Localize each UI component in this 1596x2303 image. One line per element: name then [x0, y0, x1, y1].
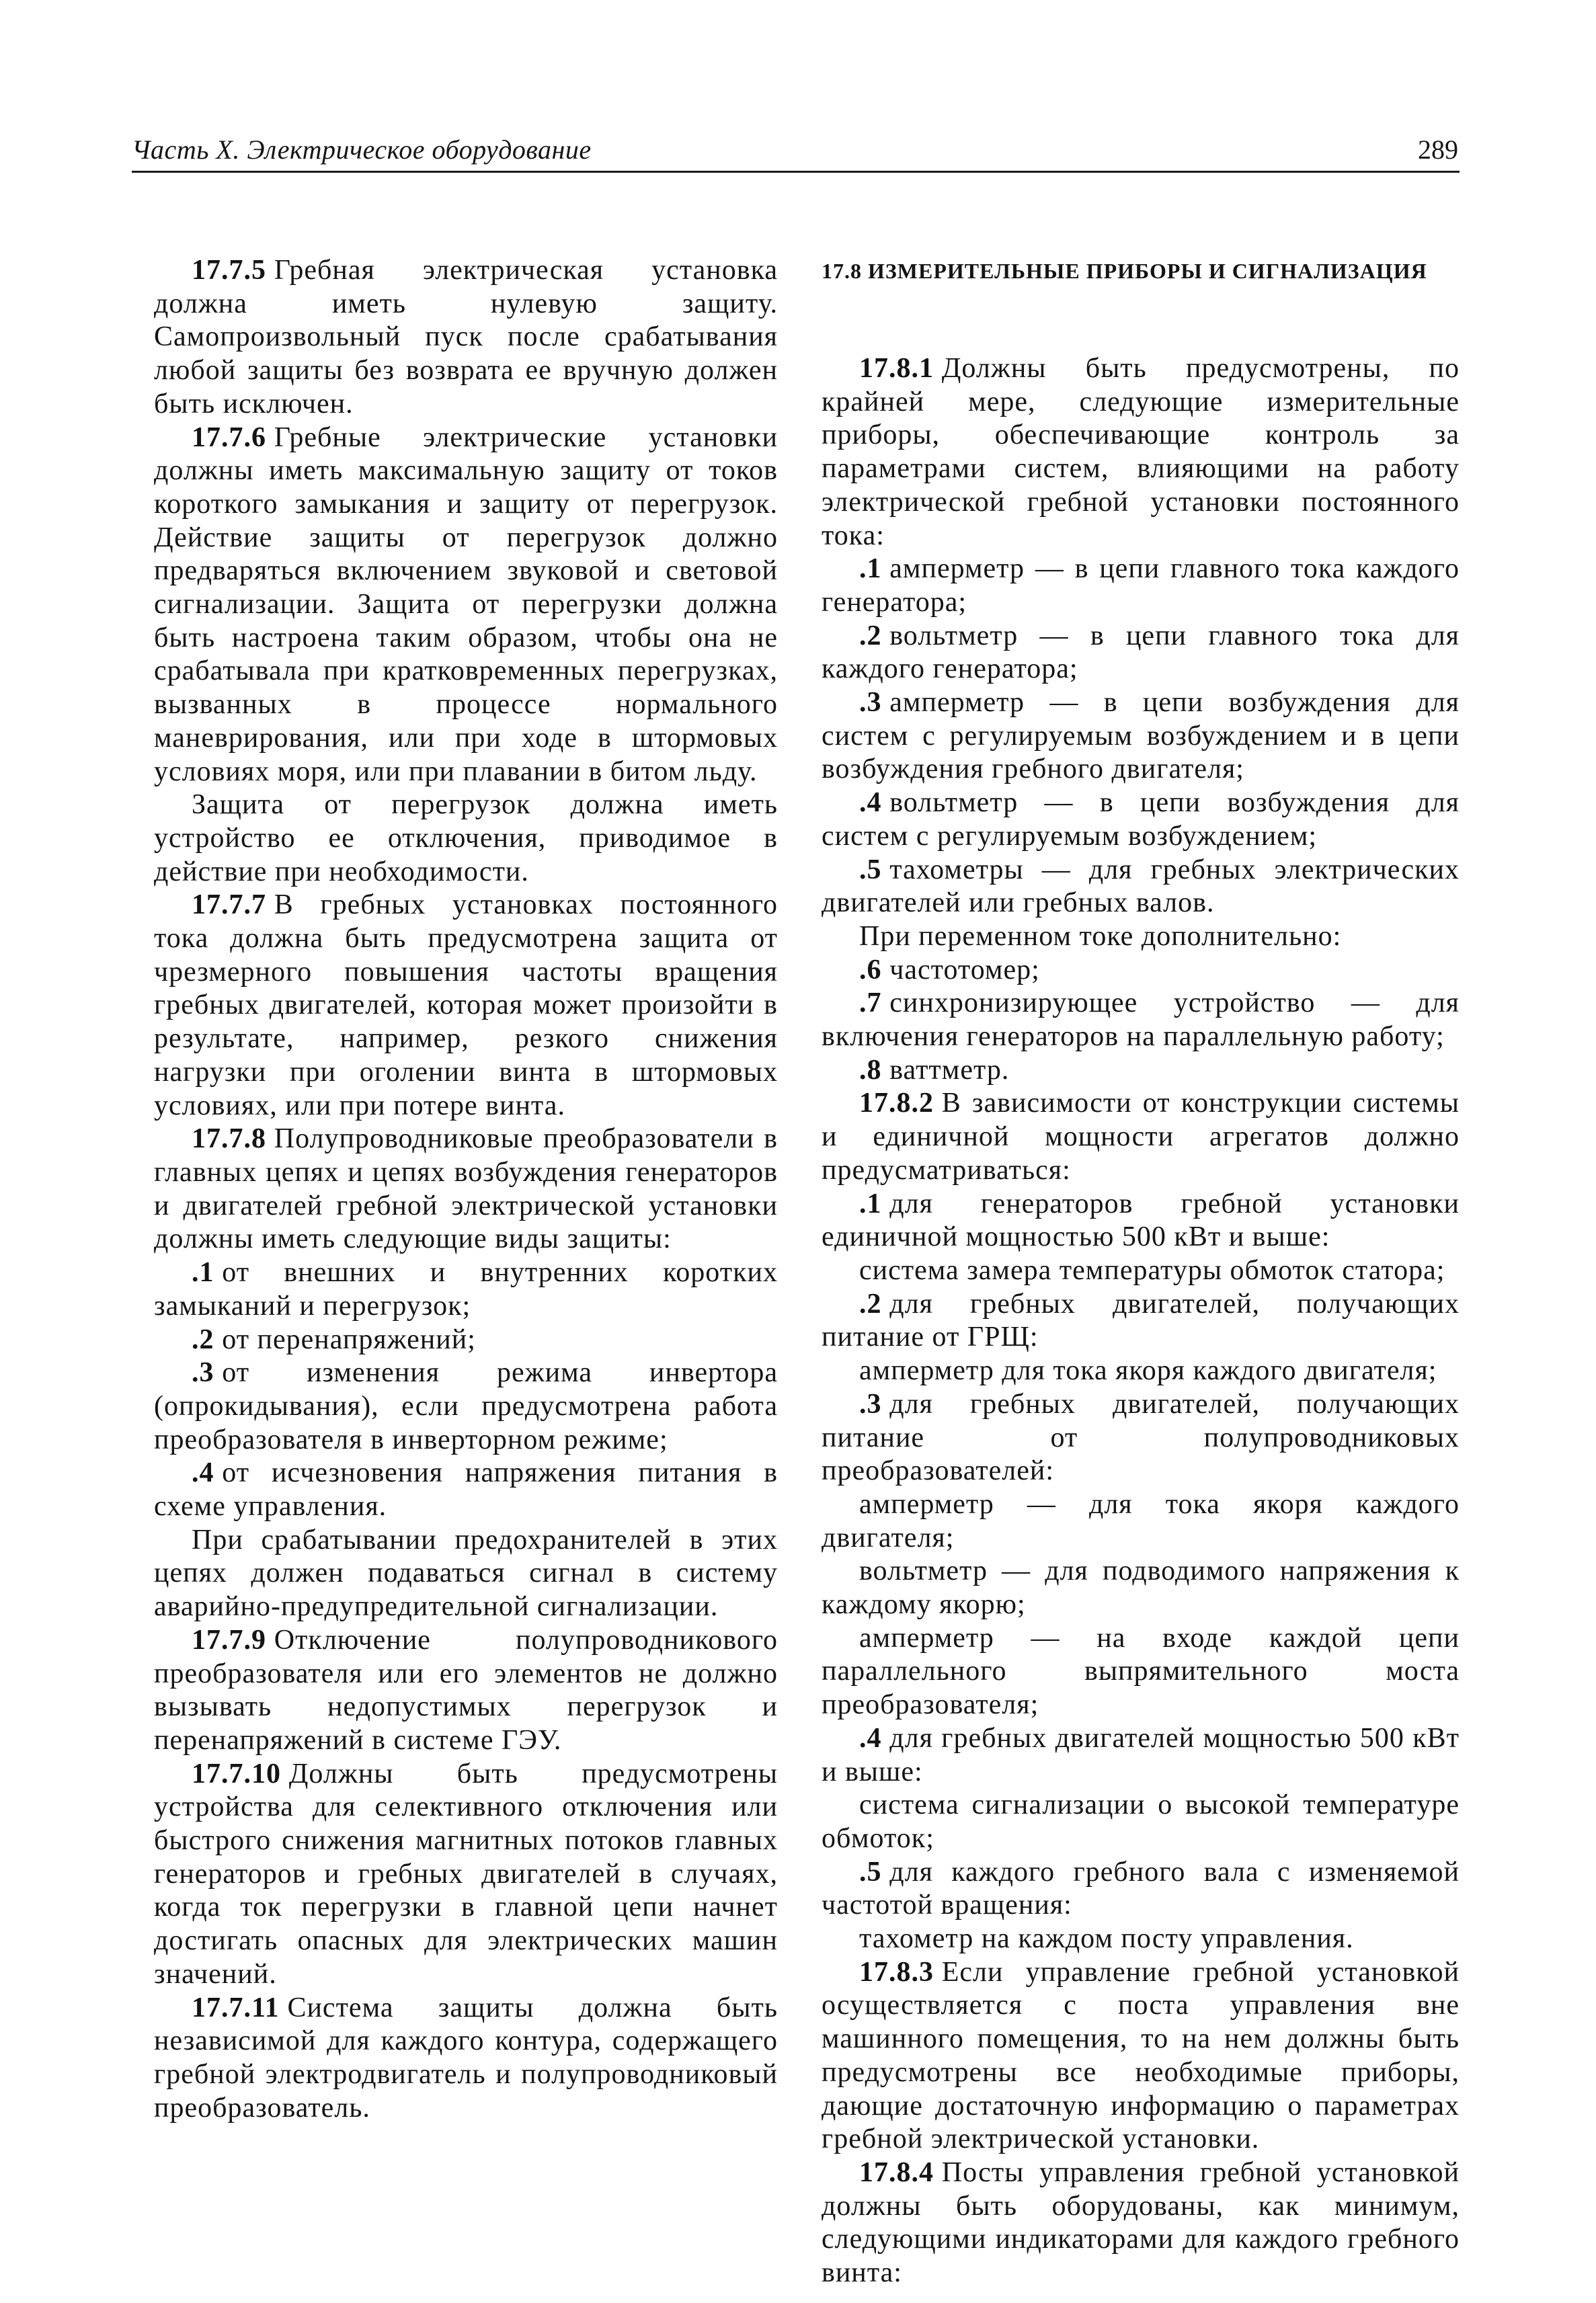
item-number: .5: [859, 1856, 882, 1888]
item-number: .8: [859, 1054, 882, 1086]
section-title: 17.8 ИЗМЕРИТЕЛЬНЫЕ ПРИБОРЫ И СИГНАЛИЗАЦИЯ: [822, 259, 1427, 283]
paragraph-text: амперметр — на входе каждой цепи параллельного выпрямительного моста преобразователя;: [822, 1622, 1460, 1721]
list-item: [822, 553, 1460, 619]
item-number: .3: [859, 1388, 882, 1420]
paragraph: [154, 789, 778, 889]
list-item: [154, 1324, 778, 1357]
list-item: [822, 620, 1460, 686]
list-item: [154, 1357, 778, 1457]
item-text: для генераторов гребной установки единичной мощностью 500 кВт и выше:: [822, 1188, 1460, 1253]
item-text: вольтметр — в цепи возбуждения для систем с регулируемым возбуждением;: [822, 787, 1460, 852]
item-number: .4: [192, 1457, 214, 1489]
clause-text: Гребная электрическая установка должна иметь нулевую защиту. Самопроизвольный пуск после срабатывания любой защиты без возврата ее вручную должен быть исключен.: [154, 255, 778, 419]
clause-17-8-4: [822, 2156, 1460, 2290]
paragraph-text: При переменном токе дополнительно:: [859, 920, 1342, 952]
item-text: от перенапряжений;: [222, 1324, 476, 1355]
paragraph: [822, 1355, 1460, 1388]
clause-number: 17.7.9: [192, 1624, 266, 1656]
item-number: .5: [859, 854, 882, 885]
clause-text: Отключение полупроводникового преобразователя или его элементов не должно вызывать недопустимых перегрузок и перенапряжений в системе ГЭУ.: [154, 1624, 778, 1756]
item-text: для гребных двигателей, получающих питание от полупроводниковых преобразователей:: [822, 1388, 1460, 1487]
clause-number: 17.8.2: [859, 1088, 934, 1119]
paragraph: [154, 1524, 778, 1624]
list-item: [822, 1388, 1460, 1488]
item-text: для гребных двигателей мощностью 500 кВт и выше:: [822, 1722, 1460, 1787]
paragraph: [822, 1555, 1460, 1621]
clause-number: 17.7.5: [192, 255, 266, 286]
paragraph-text: амперметр — для тока якоря каждого двигателя;: [822, 1488, 1460, 1553]
clause-number: 17.7.10: [192, 1758, 281, 1789]
item-number: .7: [859, 987, 882, 1019]
paragraph: [822, 1789, 1460, 1855]
list-item: [154, 1457, 778, 1523]
item-text: от исчезновения напряжения питания в схеме управления.: [154, 1457, 778, 1523]
list-item: [822, 987, 1460, 1053]
item-number: .4: [859, 787, 882, 819]
clause-17-8-2: [822, 1087, 1460, 1187]
clause-text: Полупроводниковые преобразователи в главных цепях и цепях возбуждения генераторов и двигателей гребной электрической установки должны иметь следующие виды защиты:: [154, 1123, 778, 1255]
paragraph: [822, 1488, 1460, 1555]
item-number: .3: [192, 1357, 214, 1389]
clause-17-7-7: [154, 889, 778, 1123]
paragraph-text: вольтметр — для подводимого напряжения к каждому якорю;: [822, 1555, 1460, 1621]
clause-text: В зависимости от конструкции системы и единичной мощности агрегатов должно предусматриваться:: [822, 1088, 1460, 1186]
list-item: [154, 1256, 778, 1323]
clause-text: Посты управления гребной установкой должны быть оборудованы, как минимум, следующими индикаторами для каждого гребного винта:: [822, 2156, 1460, 2289]
page-number: 289: [1418, 134, 1458, 165]
right-column: [822, 254, 1460, 2290]
list-item: [822, 1188, 1460, 1254]
item-text: тахометры — для гребных электрических двигателей или гребных валов.: [822, 854, 1460, 919]
paragraph: [822, 1254, 1460, 1288]
paragraph-text: Защита от перегрузок должна иметь устройство ее отключения, приводимое в действие при необходимости.: [154, 789, 778, 887]
list-item: [822, 686, 1460, 786]
clause-17-8-1: [822, 352, 1460, 553]
clause-17-7-11: [154, 1992, 778, 2126]
list-item: [822, 954, 1460, 987]
item-text: амперметр — в цепи возбуждения для систем с регулируемым возбуждением и в цепи возбуждения гребного двигателя;: [822, 687, 1460, 785]
running-title: Часть X. Электрическое оборудование: [132, 134, 592, 165]
paragraph: [822, 1923, 1460, 1956]
item-text: ваттметр.: [889, 1054, 1010, 1086]
clause-number: 17.8.3: [859, 1956, 934, 1988]
item-text: для гребных двигателей, получающих питание от ГРЩ:: [822, 1288, 1460, 1353]
item-number: .2: [859, 620, 882, 651]
paragraph-text: система замера температуры обмоток статора;: [859, 1254, 1445, 1286]
clause-text: Должны быть предусмотрены устройства для селективного отключения или быстрого снижения магнитных потоков главных генераторов и гребных двигателей в случаях, когда ток перегрузки в главной цепи начнет достигать опасных для электрических машин значений.: [154, 1758, 778, 1990]
clause-17-7-10: [154, 1758, 778, 1992]
list-item: [822, 1054, 1460, 1088]
clause-17-8-3: [822, 1956, 1460, 2156]
clause-number: 17.8.1: [859, 353, 934, 384]
item-number: .1: [859, 553, 882, 585]
clause-text: В гребных установках постоянного тока должна быть предусмотрена защита от чрезмерного повышения частоты вращения гребных двигателей, которая может произойти в результате, например, резкого снижения нагрузки при оголении винта в штормовых условиях, или при потере винта.: [154, 889, 778, 1121]
paragraph: [822, 1622, 1460, 1722]
paragraph-text: тахометр на каждом посту управления.: [859, 1923, 1354, 1955]
paragraph: [822, 920, 1460, 954]
clause-17-7-9: [154, 1624, 778, 1758]
item-text: для каждого гребного вала с изменяемой частотой вращения:: [822, 1856, 1460, 1921]
clause-17-7-8: [154, 1123, 778, 1256]
clause-text: Должны быть предусмотрены, по крайней мере, следующие измерительные приборы, обеспечивающие контроль за параметрами систем, влияющими на работу электрической гребной установки постоянного тока:: [822, 353, 1460, 551]
clause-number: 17.7.6: [192, 421, 266, 453]
list-item: [822, 786, 1460, 853]
item-text: от изменения режима инвертора (опрокидывания), если предусмотрена работа преобразователя в инверторном режиме;: [154, 1357, 778, 1455]
paragraph-text: система сигнализации о высокой температуре обмоток;: [822, 1789, 1460, 1854]
list-item: [822, 1722, 1460, 1789]
list-item: [822, 1288, 1460, 1355]
clause-17-7-5: [154, 254, 778, 421]
left-column: [154, 254, 778, 2125]
clause-17-7-6: [154, 421, 778, 789]
item-number: .6: [859, 954, 882, 985]
paragraph-text: амперметр для тока якоря каждого двигателя;: [859, 1355, 1437, 1387]
item-number: .1: [859, 1188, 882, 1219]
item-number: .2: [859, 1288, 882, 1320]
running-header: [132, 132, 1460, 173]
clause-number: 17.8.4: [859, 2156, 934, 2188]
list-item: [822, 1856, 1460, 1923]
item-number: .2: [192, 1324, 214, 1355]
item-text: частотомер;: [889, 954, 1040, 985]
clause-text: Система защиты должна быть независимой для каждого контура, содержащего гребной электродвигатель и полупроводниковый преобразователь.: [154, 1992, 778, 2124]
clause-text: Если управление гребной установкой осуществляется с поста управления вне машинного помещения, то на нем должны быть предусмотрены все необходимые приборы, дающие достаточную информацию о параметрах гребной электрической установки.: [822, 1956, 1460, 2155]
clause-number: 17.7.7: [192, 889, 266, 921]
item-number: .1: [192, 1257, 214, 1289]
item-text: синхронизирующее устройство — для включения генераторов на параллельную работу;: [822, 987, 1460, 1053]
clause-number: 17.7.8: [192, 1123, 266, 1155]
clause-text: Гребные электрические установки должны иметь максимальную защиту от токов короткого замыкания и защиту от перегрузок. Действие защиты от перегрузок должно предваряться включением звуковой и световой сигнализации. Защита от перегрузки должна быть настроена таким образом, чтобы она не срабатывала при кратковременных перегрузках, вызванных в процессе нормального маневрирования, или при ходе в штормовых условиях моря, или при плавании в битом льду.: [154, 421, 778, 787]
item-number: .3: [859, 687, 882, 719]
paragraph-text: При срабатывании предохранителей в этих цепях должен подаваться сигнал в систему аварийно-предупредительной сигнализации.: [154, 1524, 778, 1623]
clause-number: 17.7.11: [192, 1992, 280, 2023]
item-text: вольтметр — в цепи главного тока для каждого генератора;: [822, 620, 1460, 685]
list-item: [822, 854, 1460, 920]
item-text: от внешних и внутренних коротких замыканий и перегрузок;: [154, 1257, 778, 1322]
item-text: амперметр — в цепи главного тока каждого генератора;: [822, 553, 1460, 618]
item-number: .4: [859, 1722, 882, 1754]
